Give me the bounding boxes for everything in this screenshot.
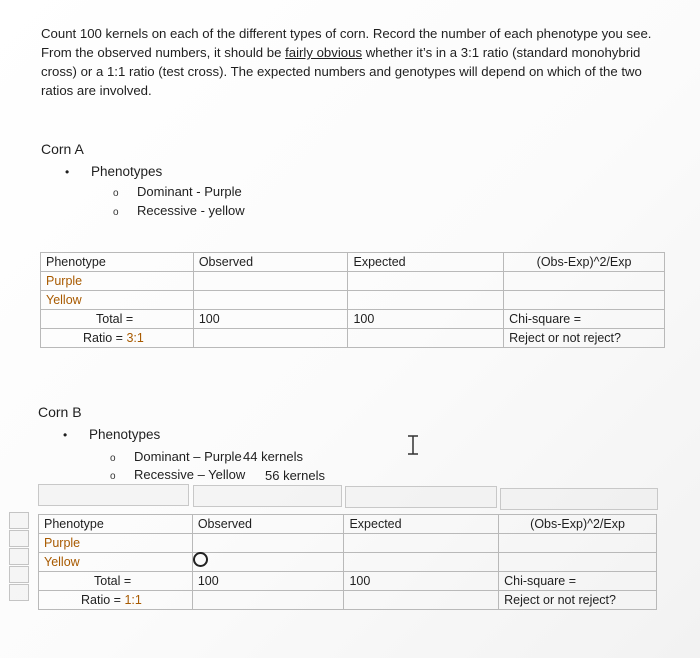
faded-margin-box (9, 584, 29, 601)
table-cell[interactable]: Phenotype (39, 515, 193, 534)
ratio-value: 3:1 (126, 331, 144, 345)
table-cell[interactable]: 100 (348, 310, 504, 329)
sub-bullet-icon: o (110, 471, 116, 482)
table-cell[interactable]: 100 (193, 310, 348, 329)
corn-a-recessive: Recessive - yellow (137, 203, 245, 218)
table-cell[interactable] (499, 553, 657, 572)
faded-margin-box (9, 530, 29, 547)
sub-bullet-icon: o (110, 453, 116, 464)
bullet-icon: • (65, 165, 70, 179)
table-cell[interactable] (193, 291, 348, 310)
table-cell[interactable]: (Obs-Exp)^2/Exp (504, 253, 665, 272)
sub-bullet-icon: o (113, 207, 119, 218)
table-cell[interactable]: Yellow (41, 291, 194, 310)
circle-handle-icon[interactable] (193, 552, 208, 567)
faded-margin-box (9, 548, 29, 565)
ratio-label: Ratio = (81, 593, 125, 607)
table-cell[interactable]: (Obs-Exp)^2/Exp (499, 515, 657, 534)
corn-b-phenotypes-label: Phenotypes (89, 427, 161, 442)
corn-a-phenotypes-label: Phenotypes (91, 164, 163, 179)
corn-b-dominant-count: 44 kernels (243, 449, 303, 464)
table-cell[interactable]: Chi-square = (499, 572, 657, 591)
table-cell[interactable]: Reject or not reject? (504, 329, 665, 348)
table-cell[interactable]: Phenotype (41, 253, 194, 272)
table-cell[interactable] (192, 591, 344, 610)
instructions-underlined: fairly obvious (285, 45, 363, 60)
faded-cell (345, 486, 497, 508)
corn-a-sub-item (113, 184, 242, 199)
faded-cell (38, 484, 189, 506)
bullet-icon: • (63, 428, 68, 442)
instructions-text-1: Count 100 kernels on each of the different types of corn. Record the number of each phenotype you see. From the observed numbers, it should be (41, 26, 652, 60)
table-cell[interactable]: Observed (193, 253, 348, 272)
corn-b-recessive: Recessive – Yellow (134, 467, 246, 482)
corn-b-sub-item (110, 467, 245, 482)
table-cell[interactable]: 100 (192, 572, 344, 591)
corn-b-dominant: Dominant – Purple (134, 449, 242, 464)
table-cell[interactable] (192, 553, 344, 572)
table-cell[interactable] (193, 329, 348, 348)
faded-margin-box (9, 512, 29, 529)
table-cell[interactable]: Total = (39, 572, 193, 591)
table-cell[interactable] (192, 534, 344, 553)
table-cell[interactable]: Observed (192, 515, 344, 534)
table-cell[interactable] (344, 591, 499, 610)
corn-b-table (38, 514, 657, 610)
table-cell[interactable]: Yellow (39, 553, 193, 572)
instructions-paragraph (41, 24, 661, 100)
table-cell[interactable] (348, 329, 504, 348)
corn-a-title: Corn A (41, 141, 84, 157)
table-cell[interactable] (348, 291, 504, 310)
table-cell[interactable]: Purple (41, 272, 194, 291)
faded-cell (500, 488, 658, 510)
table-cell[interactable]: Expected (344, 515, 499, 534)
table-cell[interactable]: Reject or not reject? (499, 591, 657, 610)
table-cell[interactable] (504, 291, 665, 310)
table-cell[interactable] (41, 329, 194, 348)
corn-b-recessive-count: 56 kernels (265, 468, 325, 483)
sub-bullet-icon: o (113, 188, 119, 199)
table-cell[interactable] (39, 591, 193, 610)
corn-b-bullet (63, 427, 160, 442)
corn-a-bullet (65, 164, 162, 179)
ratio-label: Ratio = (83, 331, 127, 345)
table-cell[interactable]: 100 (344, 572, 499, 591)
corn-a-dominant: Dominant - Purple (137, 184, 242, 199)
faded-cell (193, 485, 342, 507)
faded-margin-box (9, 566, 29, 583)
ratio-value: 1:1 (124, 593, 142, 607)
table-cell[interactable]: Expected (348, 253, 504, 272)
instructions-text-2: whether it’s in a 3:1 ratio (standard monohybrid cross) or a 1:1 ratio (test cross). The expected numbers and genotypes will depend on which of the two ratios are involved. (41, 45, 642, 98)
table-cell[interactable] (504, 272, 665, 291)
table-cell[interactable]: Purple (39, 534, 193, 553)
corn-b-title: Corn B (38, 404, 82, 420)
table-cell[interactable] (499, 534, 657, 553)
table-cell[interactable]: Chi-square = (504, 310, 665, 329)
table-cell[interactable] (193, 272, 348, 291)
table-cell[interactable] (344, 534, 499, 553)
text-cursor-icon (406, 435, 420, 455)
table-cell[interactable]: Total = (41, 310, 194, 329)
corn-b-sub-item (110, 449, 242, 464)
table-cell[interactable] (344, 553, 499, 572)
corn-a-sub-item (113, 203, 245, 218)
corn-a-table (40, 252, 665, 348)
table-cell[interactable] (348, 272, 504, 291)
